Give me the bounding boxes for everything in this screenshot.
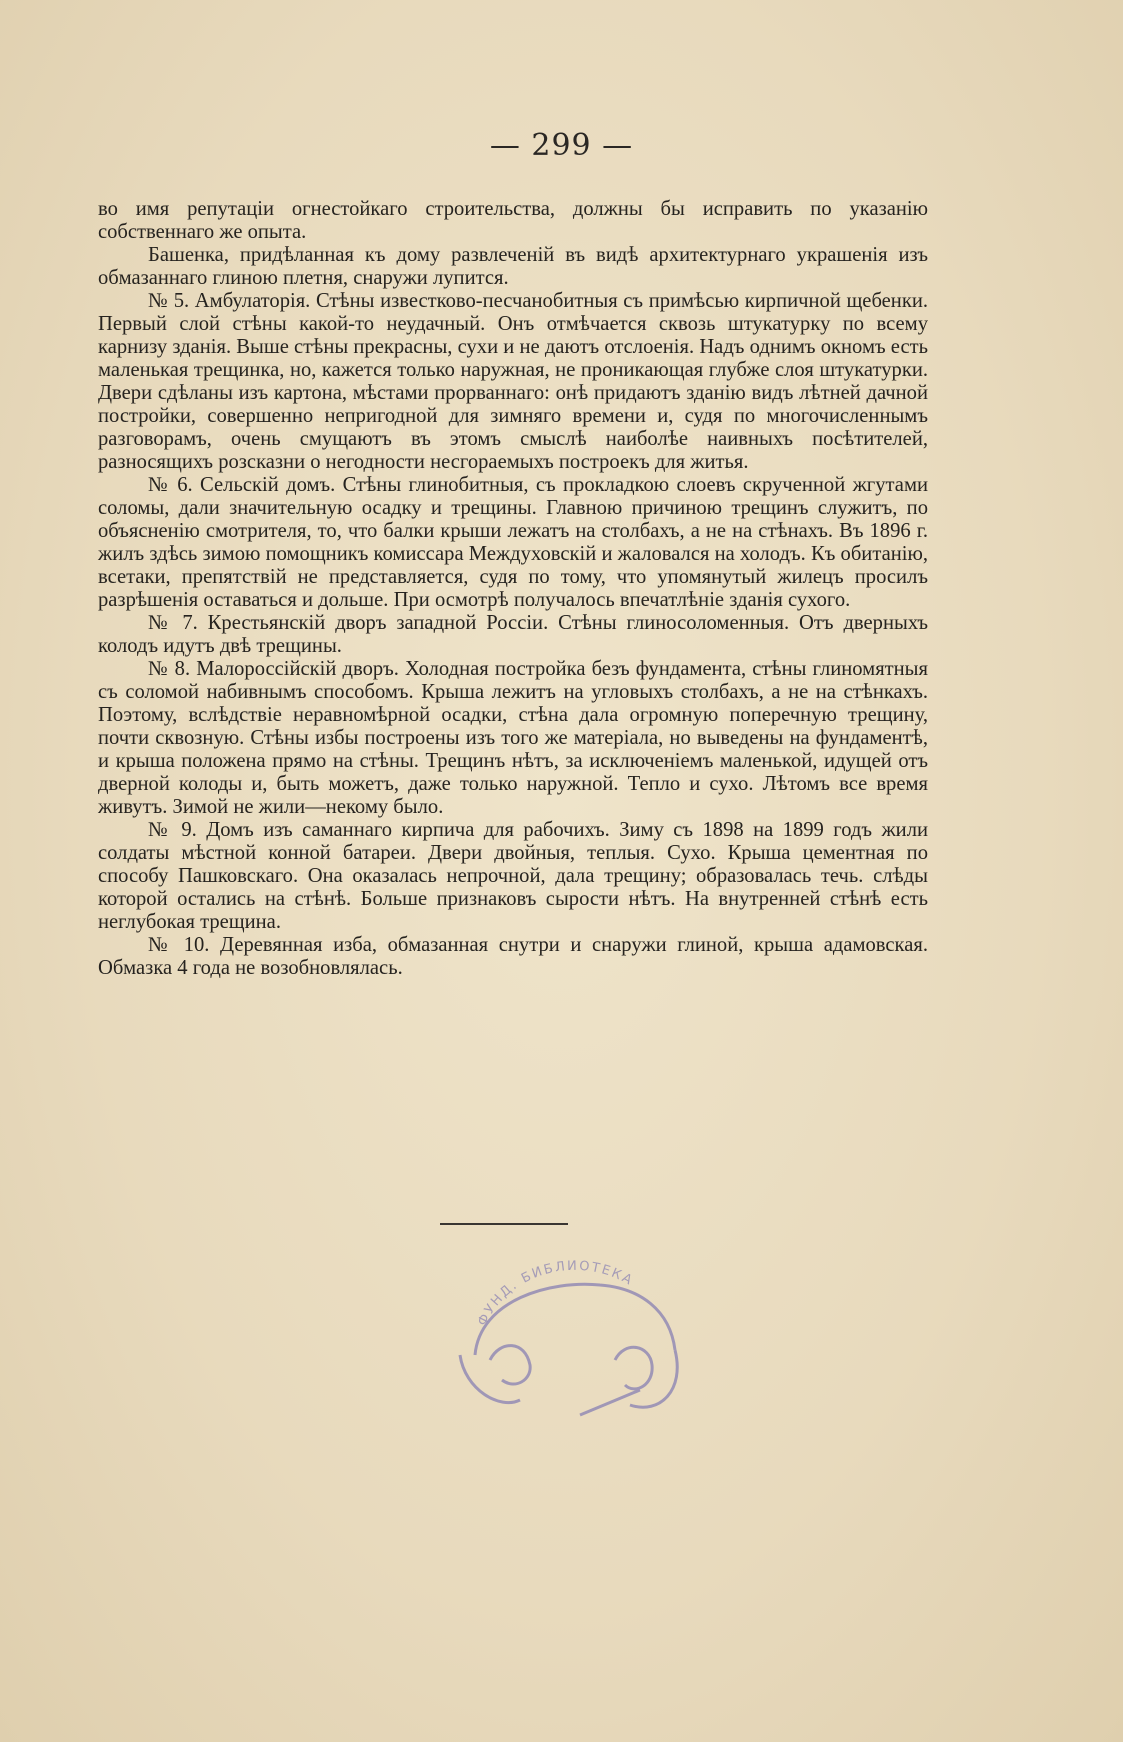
paragraph-8: № 10. Деревянная изба, обмазанная снутри и снаружи глиной, крыша адамовская. Обмазка 4 года не возобновлялась. xyxy=(98,934,928,979)
paragraph-7: № 9. Домъ изъ саманнаго кирпича для рабочихъ. Зиму съ 1898 на 1899 годъ жили солдаты мѣстной конной батареи. Двери двойныя, теплыя. Сухо. Крыша цементная по способу Пашковскаго. Она оказалась непрочной, дала трещину; образовалась течь. слѣды которой остались на стѣнѣ. Больше признаковъ сырости нѣтъ. На внутренней стѣнѣ есть неглубокая трещина. xyxy=(98,819,928,933)
paragraph-6: № 8. Малороссiйскiй дворъ. Холодная постройка безъ фундамента, стѣны глиномятныя съ соломой набивнымъ способомъ. Крыша лежитъ на угловыхъ столбахъ, а не на стѣнкахъ. Поэтому, вслѣдствiе неравномѣрной осадки, стѣна дала огромную поперечную трещину, почти сквозную. Стѣны избы построены изъ того же матерiала, но выведены на фундаментѣ, и крыша положена прямо на стѣны. Трещинъ нѣтъ, за исключенiемъ маленькой, идущей отъ дверной колоды и, быть можетъ, даже только наружной. Тепло и сухо. Лѣтомъ все время живутъ. Зимой не жили—некому было. xyxy=(98,658,928,818)
end-rule xyxy=(440,1223,568,1225)
stamp-left-curl xyxy=(460,1355,520,1403)
stamp-right-curl xyxy=(630,1350,677,1407)
body-text xyxy=(98,198,928,980)
page-number: — 299 — xyxy=(489,128,634,163)
paragraph-4: № 6. Сельскiй домъ. Стѣны глинобитныя, съ прокладкою слоевъ скрученной жгутами соломы, дали значительную осадку и трещины. Главною причиною трещинъ служитъ, по объясненiю смотрителя, то, что балки крыши лежатъ на столбахъ, а не на стѣнахъ. Въ 1896 г. жилъ здѣсь зимою помощникъ комиссара Междуховскiй и жаловался на холодъ. Къ обитанiю, всетаки, препятствiй не представляется, судя по тому, что упомянутый жилецъ просилъ разрѣшенiя оставаться и дольше. При осмотрѣ получалось впечатлѣнiе зданiя сухого. xyxy=(98,474,928,611)
paragraph-1: во имя репутацiи огнестойкаго строительства, должны бы исправить по указанiю собственнаго же опыта. xyxy=(98,198,928,243)
paragraph-5: № 7. Крестьянскiй дворъ западной Россiи. Стѣны глиносоломенныя. Отъ дверныхъ колодъ идутъ двѣ трещины. xyxy=(98,612,928,657)
svg-text:ФУНД. БИБЛИОТЕКА xyxy=(475,1259,636,1329)
stamp-text: ФУНД. БИБЛИОТЕКА xyxy=(475,1258,636,1329)
paragraph-2: Башенка, придѣланная къ дому развлеченiй въ видѣ архитектурнаго украшенiя изъ обмазаннаго глиною плетня, снаружи лупится. xyxy=(98,244,928,289)
stamp-right-glyph xyxy=(615,1347,652,1389)
stamp-underline xyxy=(580,1390,640,1415)
stamp-left-glyph xyxy=(490,1346,530,1384)
paragraph-3: № 5. Амбулаторiя. Стѣны известково-песчанобитныя съ примѣсью кирпичной щебенки. Первый слой стѣны какой-то неудачный. Онъ отмѣчается сквозь штукатурку по всему карнизу зданiя. Выше стѣны прекрасны, сухи и не даютъ отслоенiя. Надъ однимъ окномъ есть маленькая трещинка, но, кажется только наружная, не проникающая глубже слоя штукатурки. Двери сдѣланы изъ картона, мѣстами прорваннаго: онѣ придаютъ зданiю видъ лѣтней дачной постройки, совершенно непригодной для зимняго времени и, судя по многочисленнымъ разговорамъ, очень смущаютъ въ этомъ смыслѣ наиболѣе наивныхъ посѣтителей, разносящихъ розсказни о негодности несгораемыхъ построекъ для житья. xyxy=(98,290,928,473)
library-stamp xyxy=(440,1240,700,1440)
